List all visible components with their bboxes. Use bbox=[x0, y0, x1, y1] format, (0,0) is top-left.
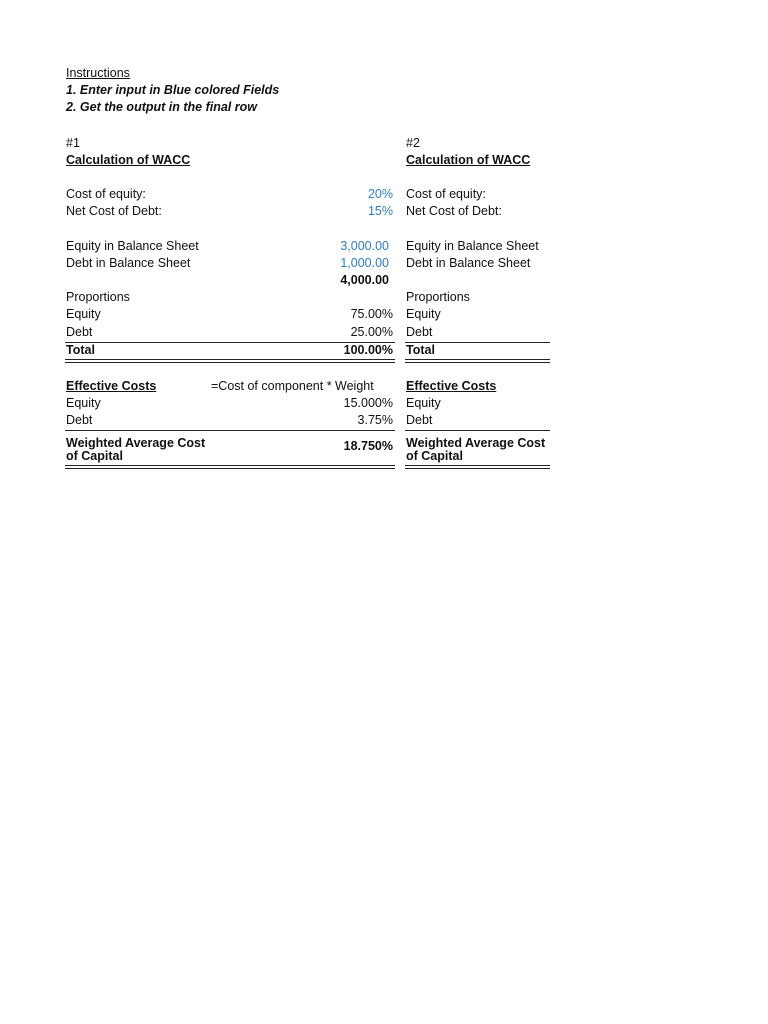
block2-wacc-label: Weighted Average Cost of Capital bbox=[406, 436, 546, 463]
block1-number: #1 bbox=[66, 136, 80, 150]
block1-equity-bs-label: Equity in Balance Sheet bbox=[66, 239, 199, 253]
instruction-step-2: 2. Get the output in the final row bbox=[66, 100, 257, 114]
block2-prop-equity-label: Equity bbox=[406, 307, 441, 321]
block1-prop-debt-value: 25.00% bbox=[350, 325, 393, 339]
block1-debt-bs-input[interactable]: 1,000.00 bbox=[340, 256, 389, 270]
block1-total-label: Total bbox=[66, 343, 95, 357]
block2-cost-of-equity-label: Cost of equity: bbox=[406, 187, 486, 201]
block1-wacc-top-border bbox=[65, 430, 395, 431]
block1-debt-bs-label: Debt in Balance Sheet bbox=[66, 256, 191, 270]
block1-eff-debt-value: 3.75% bbox=[357, 413, 393, 427]
block1-net-cost-of-debt-label: Net Cost of Debt: bbox=[66, 204, 162, 218]
block1-total-value: 100.00% bbox=[343, 343, 393, 357]
block1-bs-total-value: 4,000.00 bbox=[340, 273, 389, 287]
block2-eff-equity-label: Equity bbox=[406, 396, 441, 410]
instructions-title: Instructions bbox=[66, 66, 130, 80]
block1-proportions-label: Proportions bbox=[66, 290, 130, 304]
block2-debt-bs-label: Debt in Balance Sheet bbox=[406, 256, 531, 270]
block1-wacc-label: Weighted Average Cost of Capital bbox=[66, 436, 206, 463]
block1-eff-equity-label: Equity bbox=[66, 396, 101, 410]
block2-wacc-double-underline bbox=[405, 465, 550, 469]
block1-net-cost-of-debt-input[interactable]: 15% bbox=[367, 204, 393, 218]
block1-prop-debt-label: Debt bbox=[66, 325, 93, 339]
block1-equity-bs-input[interactable]: 3,000.00 bbox=[340, 239, 389, 253]
block1-formula-note: =Cost of component * Weight bbox=[211, 379, 374, 393]
block2-net-cost-of-debt-label: Net Cost of Debt: bbox=[406, 204, 502, 218]
block2-total-label: Total bbox=[406, 343, 435, 357]
block2-wacc-top-border bbox=[405, 430, 550, 431]
block1-total-double-underline bbox=[65, 359, 395, 363]
instruction-step-1: 1. Enter input in Blue colored Fields bbox=[66, 83, 280, 97]
block2-heading: Calculation of WACC bbox=[406, 153, 531, 167]
block1-cost-of-equity-label: Cost of equity: bbox=[66, 187, 146, 201]
block1-effective-costs-label: Effective Costs bbox=[66, 379, 157, 393]
block2-effective-costs-label: Effective Costs bbox=[406, 379, 497, 393]
block2-equity-bs-label: Equity in Balance Sheet bbox=[406, 239, 539, 253]
block2-eff-debt-label: Debt bbox=[406, 413, 433, 427]
block1-prop-equity-value: 75.00% bbox=[350, 307, 393, 321]
block1-heading: Calculation of WACC bbox=[66, 153, 191, 167]
block1-eff-equity-value: 15.000% bbox=[343, 396, 393, 410]
block1-wacc-value: 18.750% bbox=[343, 439, 393, 453]
block2-proportions-label: Proportions bbox=[406, 290, 470, 304]
block2-prop-debt-label: Debt bbox=[406, 325, 433, 339]
block1-prop-equity-label: Equity bbox=[66, 307, 101, 321]
block2-number: #2 bbox=[406, 136, 420, 150]
block2-total-double-underline bbox=[405, 359, 550, 363]
block1-eff-debt-label: Debt bbox=[66, 413, 93, 427]
block1-cost-of-equity-input[interactable]: 20% bbox=[367, 187, 393, 201]
block1-wacc-double-underline bbox=[65, 465, 395, 469]
